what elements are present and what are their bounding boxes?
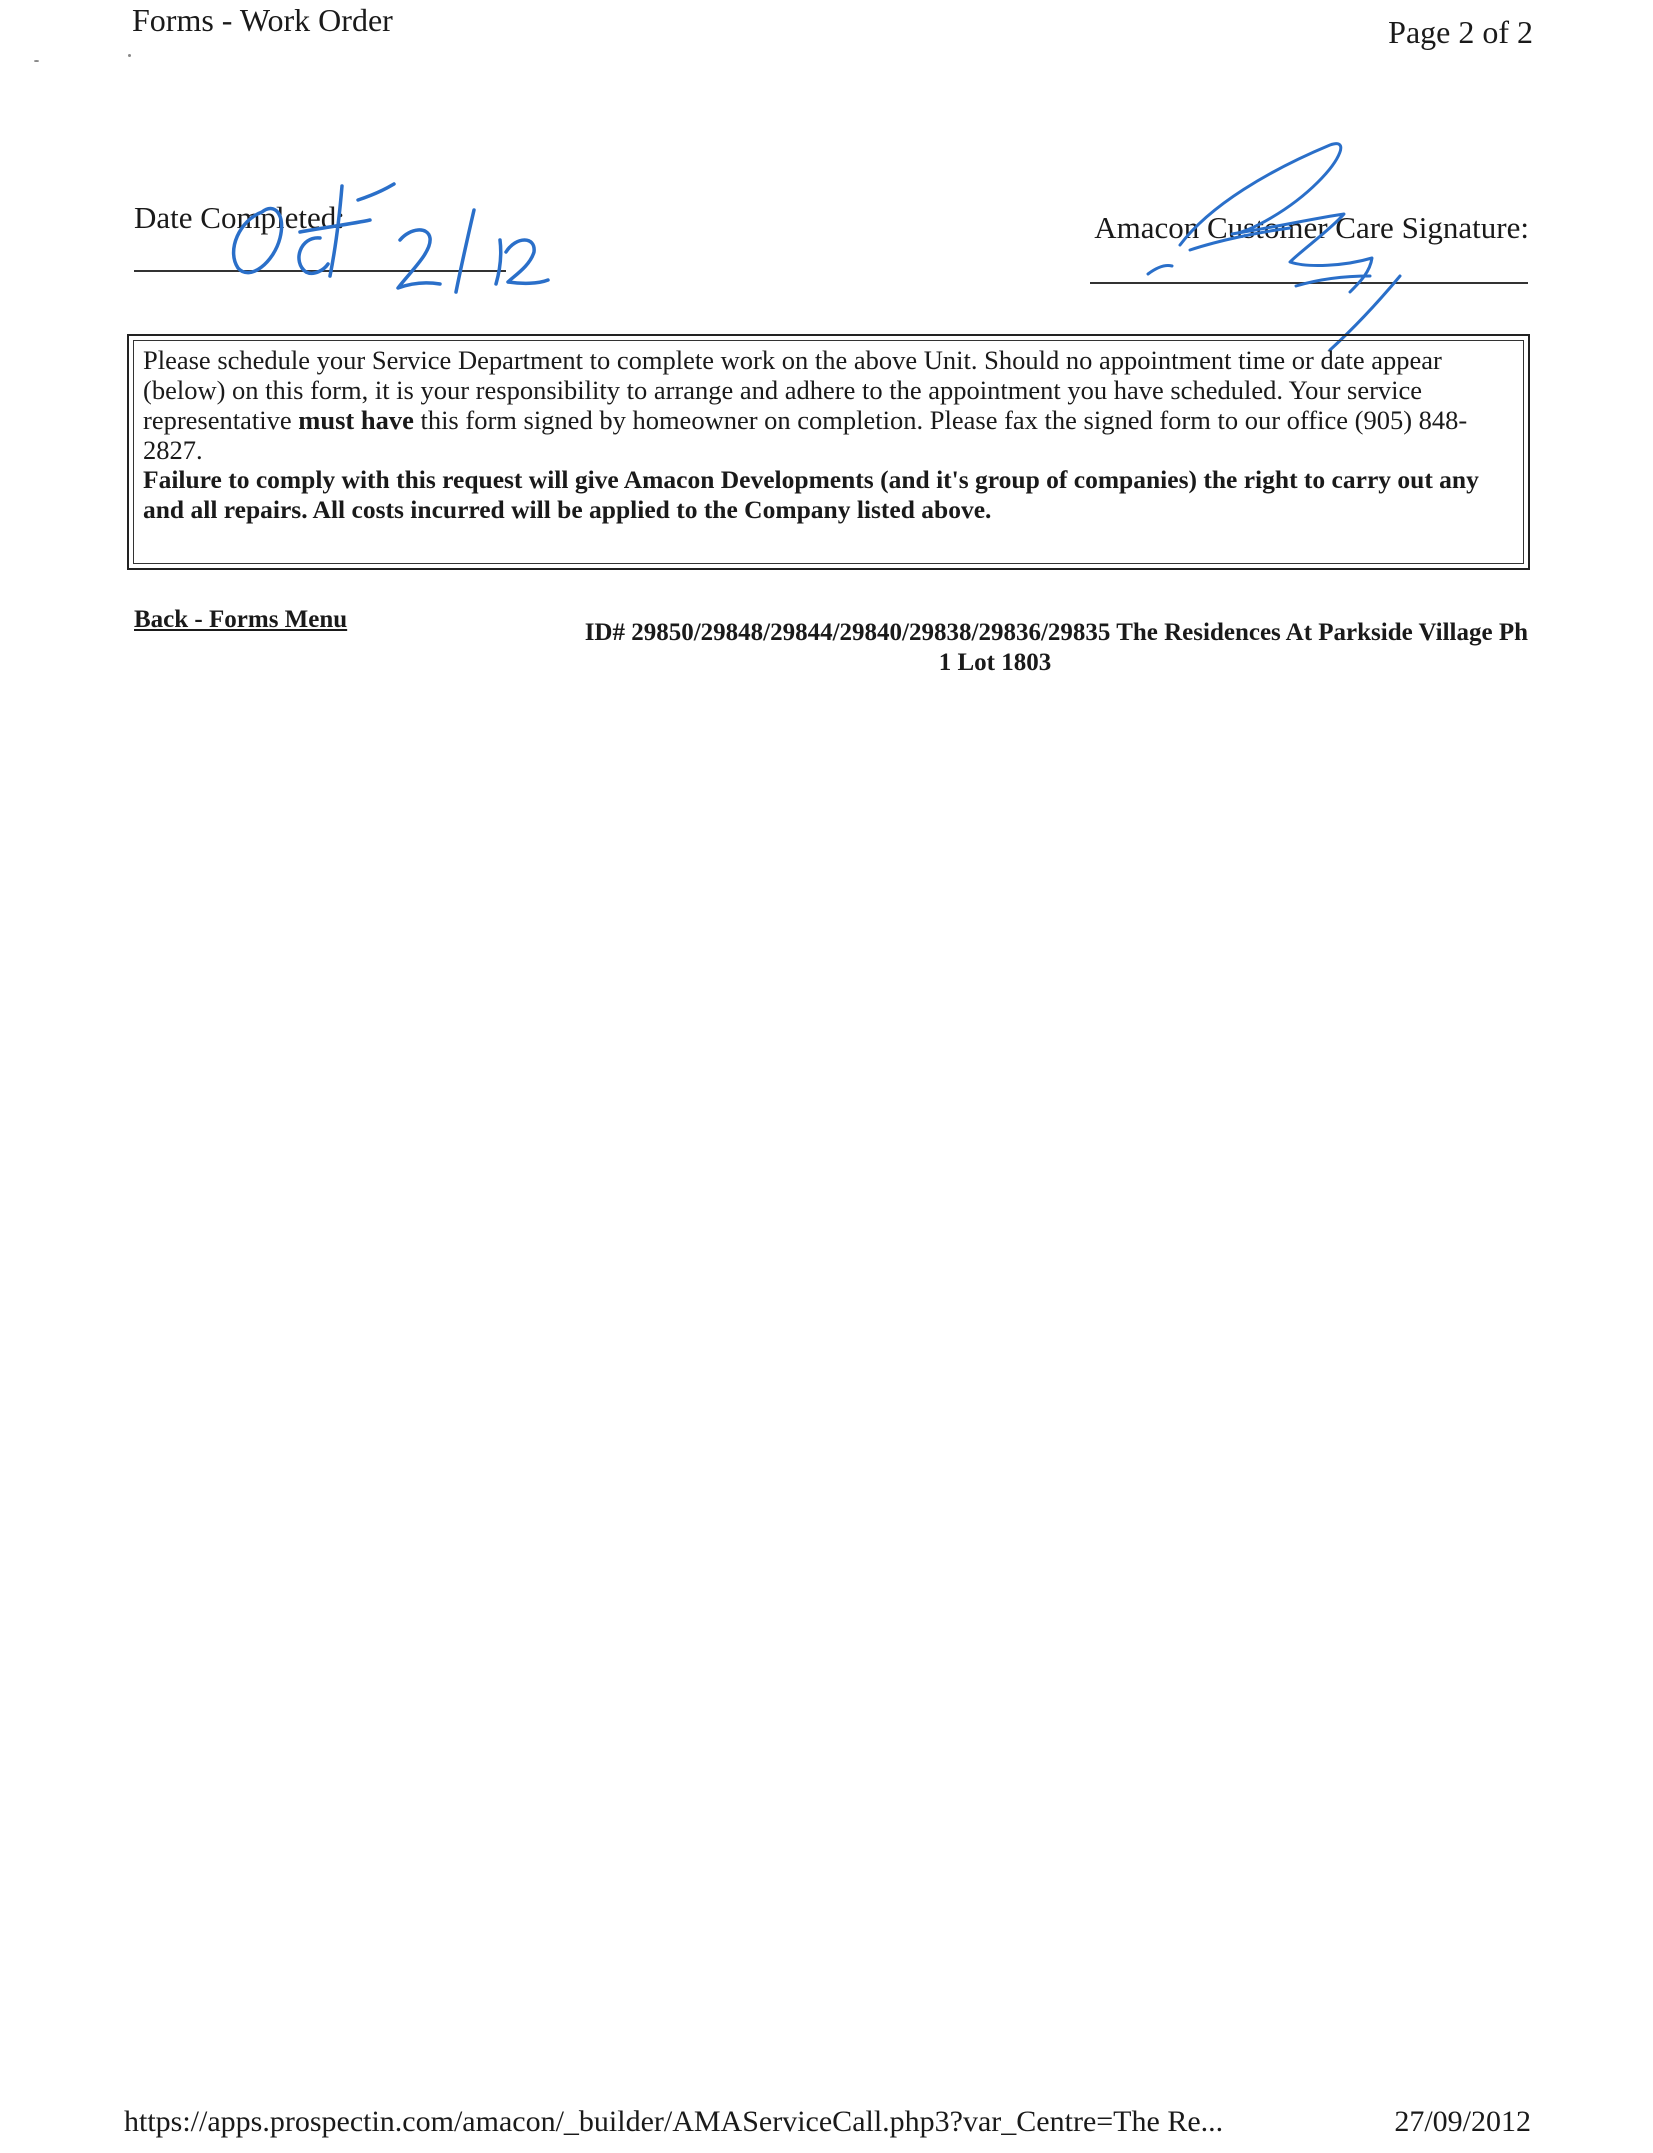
handwritten-signature — [1148, 144, 1400, 350]
record-id-line-1: ID# 29850/29848/29844/29840/29838/29836/29835 The Residences At Parkside Village Ph — [584, 619, 1528, 646]
notice-text-part-2: this form signed by homeowner on completion. Please fax the signed form to our office (905) 848-2827. — [143, 405, 1468, 465]
notice-warning: Failure to comply with this request will give Amacon Developments (and it's group of companies) the right to carry out any and all repairs. All costs incurred will be applied to the Company listed above. — [143, 465, 1479, 524]
footer-url: https://apps.prospectin.com/amacon/_builder/AMAServiceCall.php3?var_Centre=The Re... — [124, 2105, 1224, 2138]
notice-box — [127, 334, 1530, 570]
date-completed-line — [134, 270, 506, 272]
scan-speck — [34, 60, 39, 62]
notice-text-part-1: Please schedule your Service Department to complete work on the above Unit. Should no appointment time or date appear (below) on this form, it is your responsibility to arrange and adhere to the appointment you have scheduled. Your service representative — [143, 345, 1442, 435]
customer-care-signature-label: Amacon Customer Care Signature: — [1094, 210, 1529, 245]
record-id-line-2: 1 Lot 1803 — [938, 649, 1052, 676]
notice-inner-frame — [133, 340, 1524, 564]
page-number: Page 2 of 2 — [1388, 14, 1533, 50]
date-completed-label: Date Completed: — [134, 200, 345, 235]
scan-speck — [128, 54, 131, 57]
notice-text-bold: must have — [298, 405, 414, 435]
footer-date: 27/09/2012 — [1394, 2105, 1531, 2138]
back-forms-menu-link[interactable]: Back - Forms Menu — [134, 606, 348, 633]
record-id — [462, 618, 1528, 678]
customer-care-signature-line — [1090, 282, 1528, 284]
page-title: Forms - Work Order — [132, 2, 393, 38]
